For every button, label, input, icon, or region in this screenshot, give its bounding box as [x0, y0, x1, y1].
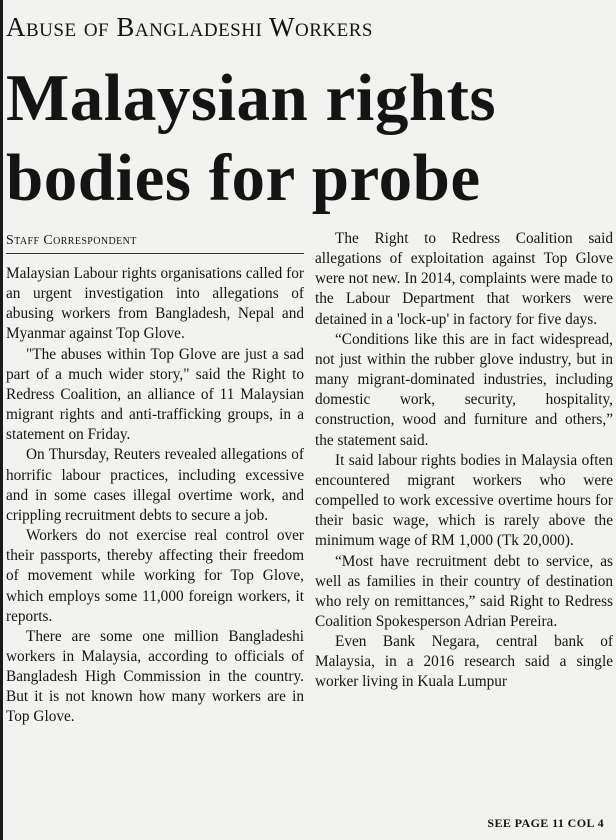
paragraph: The Right to Redress Coalition said allegations of exploitation against Top Glove were not new. In 2014, complaints were made to the Labour Department that workers were detained in a 'lock-up' in factory for five days.: [315, 230, 613, 328]
paragraph: Even Bank Negara, central bank of Malaysia, in a 2016 research said a single worker living in Kuala Lumpur: [315, 633, 613, 691]
paragraph: Malaysian Labour rights organisations called for an urgent investigation into allegations of abusing workers from Bangladesh, Nepal and Myanmar against Top Glove.: [6, 265, 304, 343]
body-column-right: [315, 229, 613, 693]
paragraph: Workers do not exercise real control over their passports, thereby affecting their freedom of movement while working for Top Glove, which employs some 11,000 foreign workers, it reports.: [6, 527, 304, 625]
paragraph: On Thursday, Reuters revealed allegations of horrific labour practices, including excessive and in some cases illegal overtime work, and crippling recruitment debts to secure a job.: [6, 446, 304, 524]
continuation-jump-line: SEE PAGE 11 COL 4: [487, 816, 604, 830]
paragraph: “Conditions like this are in fact widespread, not just within the rubber glove industry, but in many migrant-dominated industries, including domestic work, security, hospitality, construction, wood and furniture and others,” the statement said.: [315, 330, 613, 449]
headline: Malaysian rights bodies for probe: [6, 61, 497, 215]
byline-rule: [6, 253, 304, 254]
paragraph: “Most have recruitment debt to service, as well as families in their country of destination who rely on remittances,” said Right to Redress Coalition Spokesperson Adrian Pereira.: [315, 552, 613, 630]
paragraph: "The abuses within Top Glove are just a sad part of a much wider story," said the Right to Redress Coalition, an alliance of 11 Malaysian migrant rights and anti-trafficking groups, in a statement on Friday.: [6, 345, 304, 444]
body-column-left: [6, 264, 304, 728]
left-column-rule: [0, 0, 3, 840]
paragraph: There are some one million Bangladeshi workers in Malaysia, according to officials of Bangladesh High Commission in the country. But it is not known how many workers are in Top Glove.: [6, 627, 304, 726]
byline: Staff Correspondent: [6, 233, 137, 248]
paragraph: It said labour rights bodies in Malaysia often encountered migrant workers who were compelled to work excessive overtime hours for their basic wage, which is rarely above the minimum wage of RM 1,000 (Tk 20,000).: [315, 451, 613, 550]
kicker: Abuse of Bangladeshi Workers: [6, 12, 374, 42]
